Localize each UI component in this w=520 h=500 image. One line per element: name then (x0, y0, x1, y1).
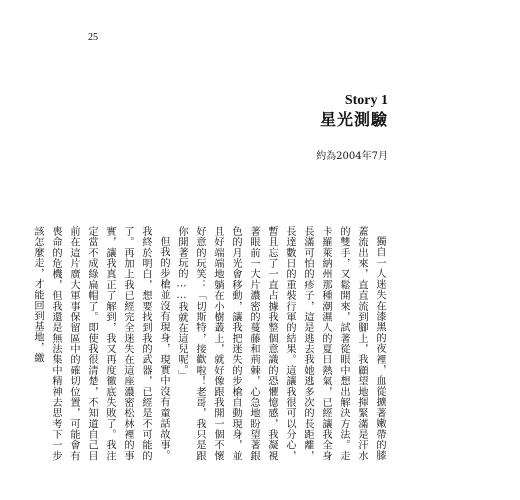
page-number: 25 (88, 32, 98, 43)
story-byline: 約為2004年7月 (316, 151, 388, 162)
story-label: Story 1 (344, 93, 388, 108)
story-title: 星光測驗 (319, 110, 388, 129)
body-text (32, 226, 388, 461)
paragraph: 但我的步槍並沒有現身，現實中沒有童話故事。我終於明白，想要找到我的武器，已經是不可能的了。再加上我已經完全迷失在這座濃密松林裡的事實，讓我真正了解到，我又再度徹底失敗了。我注定當不成綠扁帽了。即使我很清楚，不知道自己目前在這片廣大軍事保留區中的確切位置，可能會有喪命的危機，但我還是無法集中精神去思考下一步該怎麼走，才能回到基地，繳 (32, 226, 169, 461)
paragraph: 獨自一人迷失在漆黑的夜裡，血從擴著嫩帶的膝蓋流出來，直直流到腳上，我顧望地揮緊滿是汗水的雙手，又鬆開來，試著從眼中想出解決方法。走卡羅萊納州那種潮濕人的夏日熱氣，已經讓我全身長滿可怕的疹子，這是逃去我她逃多次的長距離，長達數日的重裝行軍的結果。這讓我很可以分心，暫且忘了一直占據我整個意識的恐懼憶感，我凝視著眼前一大片濃密的蔓藤和荊棘，心急地盼望著銀色的月光會移動，讓我把迷失的步槍自動現身，並且好端端地躺在小樹叢上，就好像跟我開一個不懷好意的玩笑：「切斯特，接歡啦！老哥，我只是跟你開著玩的……我就在這兒呢。」 (176, 226, 385, 461)
